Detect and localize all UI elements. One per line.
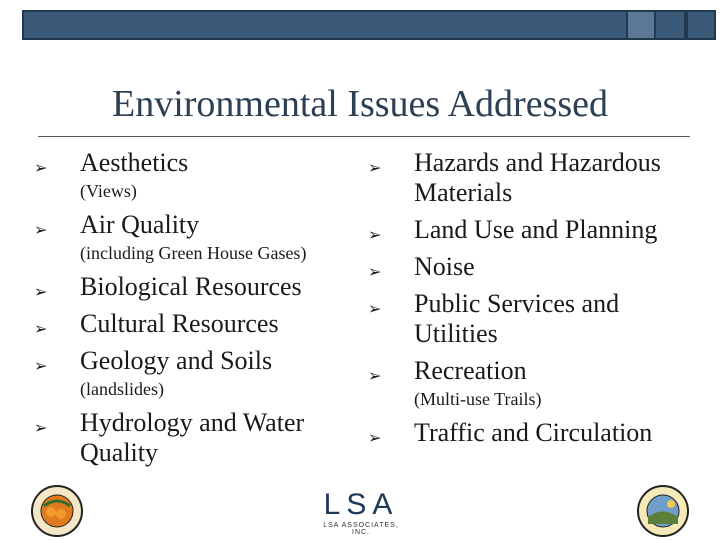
lsa-logo bbox=[318, 488, 404, 536]
list-item bbox=[368, 418, 708, 448]
item-subtext: (landslides) bbox=[80, 379, 164, 399]
item-label: Aesthetics bbox=[80, 148, 189, 177]
item-subtext: (including Green House Gases) bbox=[80, 243, 307, 263]
list-item bbox=[368, 356, 708, 386]
arrow-bullet-icon: ➢ bbox=[368, 301, 382, 318]
decorative-square bbox=[626, 10, 656, 40]
left-issue-list bbox=[34, 148, 364, 468]
top-decorative-bar bbox=[22, 10, 686, 40]
item-subtext: (Multi-use Trails) bbox=[414, 389, 542, 409]
right-issue-list bbox=[368, 148, 708, 448]
list-item bbox=[34, 148, 364, 178]
arrow-bullet-icon: ➢ bbox=[34, 420, 48, 437]
list-item bbox=[368, 252, 708, 282]
title-divider bbox=[38, 136, 690, 137]
list-item bbox=[368, 215, 708, 245]
list-item bbox=[368, 289, 708, 349]
arrow-bullet-icon: ➢ bbox=[34, 321, 48, 338]
arrow-bullet-icon: ➢ bbox=[368, 430, 382, 447]
list-item bbox=[368, 148, 708, 208]
item-label: Public Services and Utilities bbox=[414, 289, 620, 348]
item-label: Hydrology and Water Quality bbox=[80, 408, 305, 467]
item-label: Noise bbox=[414, 252, 475, 281]
item-label: Traffic and Circulation bbox=[414, 418, 653, 447]
list-item bbox=[34, 408, 364, 468]
arrow-bullet-icon: ➢ bbox=[34, 222, 48, 239]
corner-decorative-square bbox=[686, 10, 716, 40]
lsa-logo-text: LSA bbox=[323, 488, 399, 521]
item-label: Geology and Soils bbox=[80, 346, 273, 375]
arrow-bullet-icon: ➢ bbox=[34, 358, 48, 375]
arrow-bullet-icon: ➢ bbox=[34, 284, 48, 301]
city-seal-logo bbox=[636, 484, 690, 538]
arrow-bullet-icon: ➢ bbox=[368, 160, 382, 177]
arrow-bullet-icon: ➢ bbox=[368, 368, 382, 385]
list-item bbox=[34, 309, 364, 339]
item-subtext: (Views) bbox=[80, 181, 137, 201]
list-item bbox=[34, 346, 364, 376]
item-label: Recreation bbox=[414, 356, 527, 385]
item-label: Hazards and Hazardous Materials bbox=[414, 148, 661, 207]
item-label: Biological Resources bbox=[80, 272, 302, 301]
arrow-bullet-icon: ➢ bbox=[368, 227, 382, 244]
item-label: Cultural Resources bbox=[80, 309, 279, 338]
arrow-bullet-icon: ➢ bbox=[368, 264, 382, 281]
slide-title: Environmental Issues Addressed bbox=[111, 83, 609, 125]
list-item bbox=[34, 272, 364, 302]
arrow-bullet-icon: ➢ bbox=[34, 160, 48, 177]
item-label: Land Use and Planning bbox=[414, 215, 658, 244]
list-item bbox=[34, 210, 364, 240]
lsa-logo-subtext: LSA ASSOCIATES, INC. bbox=[323, 522, 399, 536]
county-seal-logo bbox=[30, 484, 84, 538]
item-label: Air Quality bbox=[80, 210, 200, 239]
